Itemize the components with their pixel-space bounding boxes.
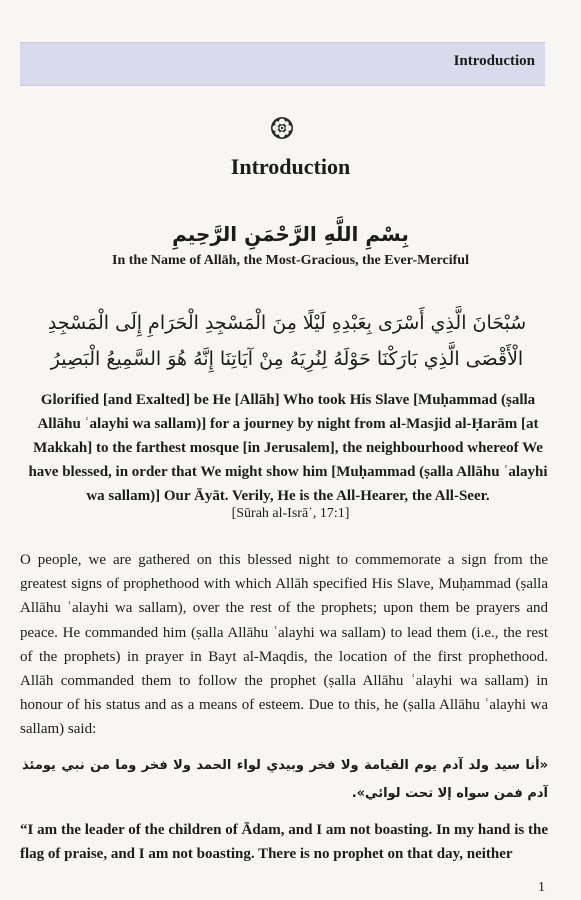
basmala-english: In the Name of Allāh, the Most-Gracious, the Ever-Merciful (112, 253, 469, 268)
chapter-title: Introduction (230, 154, 351, 179)
body-paragraph: O people, we are gathered on this blessed night to commemorate a sign from the greatest signs of prophethood with which Allāh specified His Slave, Muḥammad (ṣalla Allāhu ʿalayhi wa sallam), over the rest of the prophets; upon them be prayers and peace. He commanded him (ṣalla Allāhu ʿalayhi wa sallam) to lead them (i.e., the rest of the prophets) in prayer in Bayt al-Maqdis, the location of the first prophethood. Allāh commanded them to follow the prophet (ṣalla Allāhu ʿalayhi wa sallam) in honour of his status and as a means of esteem. Due to this, he (ṣalla Allāhu ʿalayhi wa sallam) said: (20, 552, 548, 738)
verse-reference: [Sūrah al-Isrā᾿, 17:1] (231, 506, 350, 521)
running-header-title: Introduction (453, 53, 535, 69)
quran-verse-translation: Glorified [and Exalted] be He [Allāh] Who took His Slave [Muḥammad (ṣalla Allāhu ʿalayhi wa sallam)] for a journey by night from al-Masjid al-Ḥarām [at Makkah] to the farthest mosque [in Jerusalem], the neighbourhood whereof We have blessed, in order that We might show him [Muḥammad (ṣalla Allāhu ʿalayhi wa sallam)] Our Āyāt. Verily, He is the All-Hearer, the All-Seer. (28, 392, 548, 504)
flower-ornament-icon (270, 116, 294, 140)
running-header (20, 42, 545, 86)
quran-verse-arabic: سُبْحَانَ الَّذِي أَسْرَى بِعَبْدِهِ لَيْلًا مِنَ الْمَسْجِدِ الْحَرَامِ إِلَى الْمَسْجِدِ الْأَقْصَى الَّذِي بَارَكْنَا حَوْلَهُ لِنُرِيَهُ مِنْ آيَاتِنَا إِنَّهُ هُوَ السَّمِيعُ الْبَصِيرُ (47, 312, 527, 370)
hadith-arabic: «أنا سيد ولد آدم يوم القيامة ولا فخر وبيدي لواء الحمد ولا فخر وما من نبي يومئذ آدم فمن سواه إلا تحت لوائي». (22, 758, 548, 801)
hadith-translation: “I am the leader of the children of Ādam, and I am not boasting. In my hand is the flag of praise, and I am not boasting. There is no prophet on that day, neither (20, 822, 548, 862)
basmala-arabic: بِسْمِ اللَّهِ الرَّحْمَنِ الرَّحِيمِ (172, 222, 409, 246)
page-number: 1 (538, 880, 545, 895)
